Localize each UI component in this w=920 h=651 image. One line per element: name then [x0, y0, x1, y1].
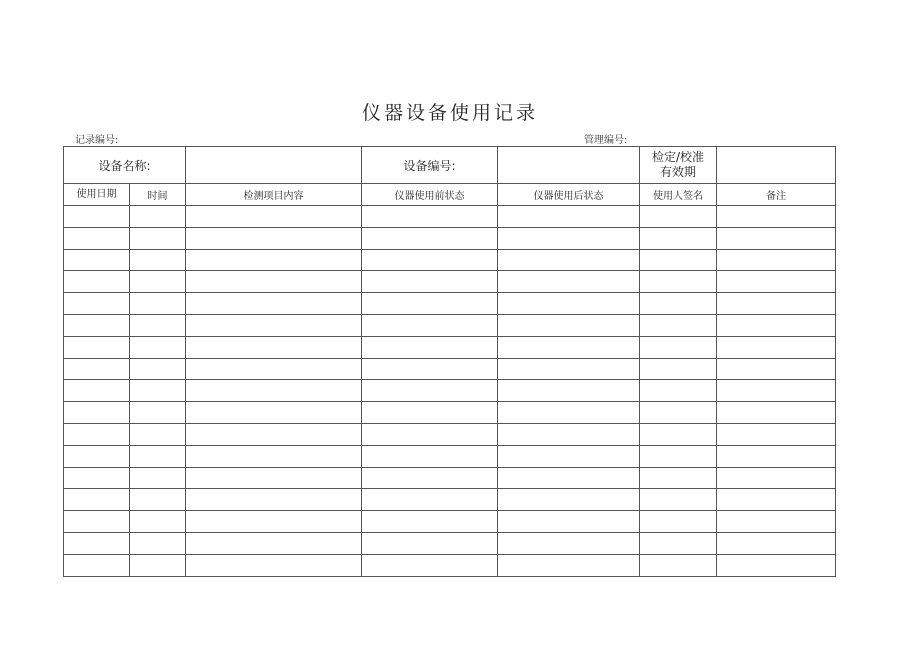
table-cell[interactable]	[186, 554, 362, 576]
table-cell[interactable]	[64, 423, 130, 445]
table-cell[interactable]	[362, 380, 498, 402]
table-cell[interactable]	[640, 402, 717, 424]
column-header-status-before: 仪器使用前状态	[362, 184, 498, 206]
table-cell[interactable]	[130, 445, 186, 467]
table-row	[64, 336, 836, 358]
table-cell[interactable]	[130, 380, 186, 402]
table-cell[interactable]	[717, 554, 836, 576]
table-cell[interactable]	[64, 249, 130, 271]
table-cell[interactable]	[717, 336, 836, 358]
table-cell[interactable]	[186, 467, 362, 489]
table-cell[interactable]	[362, 467, 498, 489]
table-cell[interactable]	[64, 489, 130, 511]
table-cell[interactable]	[130, 489, 186, 511]
table-cell[interactable]	[130, 423, 186, 445]
usage-record-table	[63, 146, 836, 577]
table-cell[interactable]	[130, 402, 186, 424]
table-cell[interactable]	[362, 227, 498, 249]
table-cell[interactable]	[130, 467, 186, 489]
table-row	[64, 489, 836, 511]
device-info-row	[64, 147, 836, 184]
table-cell[interactable]	[640, 358, 717, 380]
table-cell[interactable]	[362, 271, 498, 293]
table-cell[interactable]	[186, 445, 362, 467]
table-cell[interactable]	[640, 554, 717, 576]
table-cell[interactable]	[186, 511, 362, 533]
table-cell[interactable]	[64, 402, 130, 424]
table-cell[interactable]	[362, 445, 498, 467]
table-cell[interactable]	[362, 293, 498, 315]
table-cell[interactable]	[64, 293, 130, 315]
table-cell[interactable]	[640, 293, 717, 315]
table-cell[interactable]	[64, 445, 130, 467]
table-row	[64, 554, 836, 576]
table-row	[64, 358, 836, 380]
table-cell[interactable]	[640, 336, 717, 358]
table-cell[interactable]	[498, 227, 640, 249]
table-cell[interactable]	[498, 249, 640, 271]
table-cell[interactable]	[130, 511, 186, 533]
table-row	[64, 445, 836, 467]
table-cell[interactable]	[64, 314, 130, 336]
table-cell[interactable]	[186, 336, 362, 358]
table-cell[interactable]	[130, 293, 186, 315]
table-cell[interactable]	[362, 402, 498, 424]
record-number-label: 记录编号:	[75, 135, 119, 146]
table-cell[interactable]	[64, 532, 130, 554]
table-cell[interactable]	[640, 467, 717, 489]
table-cell[interactable]	[498, 271, 640, 293]
table-row	[64, 314, 836, 336]
table-row	[64, 511, 836, 533]
table-cell[interactable]	[64, 554, 130, 576]
column-header-remarks: 备注	[717, 184, 836, 206]
table-cell[interactable]	[362, 511, 498, 533]
table-cell[interactable]	[498, 336, 640, 358]
table-cell[interactable]	[64, 206, 130, 228]
table-cell[interactable]	[362, 314, 498, 336]
table-cell[interactable]	[717, 511, 836, 533]
table-cell[interactable]	[717, 445, 836, 467]
table-cell[interactable]	[362, 489, 498, 511]
table-cell[interactable]	[717, 467, 836, 489]
table-cell[interactable]	[640, 271, 717, 293]
table-cell[interactable]	[717, 489, 836, 511]
table-cell[interactable]	[186, 358, 362, 380]
table-cell[interactable]	[717, 314, 836, 336]
table-cell[interactable]	[640, 445, 717, 467]
table-cell[interactable]	[362, 554, 498, 576]
table-cell[interactable]	[717, 271, 836, 293]
table-cell[interactable]	[640, 380, 717, 402]
table-cell[interactable]	[186, 206, 362, 228]
table-row	[64, 532, 836, 554]
table-cell[interactable]	[64, 227, 130, 249]
device-number-label: 设备编号:	[362, 147, 498, 184]
table-cell[interactable]	[130, 314, 186, 336]
management-number-label: 管理编号:	[584, 135, 628, 146]
table-cell[interactable]	[498, 423, 640, 445]
table-cell[interactable]	[498, 532, 640, 554]
table-cell[interactable]	[186, 423, 362, 445]
table-cell[interactable]	[717, 380, 836, 402]
page-title: 仪器设备使用记录	[361, 102, 538, 124]
table-cell[interactable]	[362, 423, 498, 445]
table-cell[interactable]	[130, 271, 186, 293]
table-cell[interactable]	[717, 358, 836, 380]
table-row	[64, 423, 836, 445]
table-cell[interactable]	[64, 511, 130, 533]
table-cell[interactable]	[717, 402, 836, 424]
table-cell[interactable]	[640, 206, 717, 228]
table-cell[interactable]	[130, 532, 186, 554]
table-cell[interactable]	[362, 206, 498, 228]
table-cell[interactable]	[130, 358, 186, 380]
table-cell[interactable]	[362, 249, 498, 271]
table-cell[interactable]	[640, 227, 717, 249]
table-cell[interactable]	[640, 249, 717, 271]
table-cell[interactable]	[640, 314, 717, 336]
column-header-test-items: 检测项目内容	[186, 184, 362, 206]
table-cell[interactable]	[64, 380, 130, 402]
table-cell[interactable]	[362, 358, 498, 380]
table-cell[interactable]	[498, 293, 640, 315]
table-row	[64, 227, 836, 249]
table-cell[interactable]	[186, 380, 362, 402]
table-cell[interactable]	[717, 206, 836, 228]
table-cell[interactable]	[717, 532, 836, 554]
table-cell[interactable]	[186, 271, 362, 293]
table-cell[interactable]	[498, 402, 640, 424]
table-cell[interactable]	[498, 445, 640, 467]
table-cell[interactable]	[64, 271, 130, 293]
table-row	[64, 293, 836, 315]
table-cell[interactable]	[64, 336, 130, 358]
table-cell[interactable]	[186, 227, 362, 249]
table-cell[interactable]	[640, 489, 717, 511]
device-name-label: 设备名称:	[64, 147, 186, 184]
table-row	[64, 206, 836, 228]
table-cell[interactable]	[498, 511, 640, 533]
table-cell[interactable]	[640, 511, 717, 533]
table-cell[interactable]	[130, 554, 186, 576]
table-cell[interactable]	[717, 227, 836, 249]
calibration-validity-label: 检定/校准有效期	[640, 147, 717, 184]
table-cell[interactable]	[64, 467, 130, 489]
table-cell[interactable]	[717, 423, 836, 445]
table-cell[interactable]	[186, 314, 362, 336]
table-cell[interactable]	[717, 249, 836, 271]
column-header-usage-date: 使用日期	[64, 184, 130, 206]
table-cell[interactable]	[717, 293, 836, 315]
table-cell[interactable]	[498, 206, 640, 228]
device-number-field[interactable]	[498, 147, 640, 184]
table-row	[64, 380, 836, 402]
device-name-field[interactable]	[186, 147, 362, 184]
table-cell[interactable]	[362, 336, 498, 358]
table-cell[interactable]	[640, 532, 717, 554]
column-header-row	[64, 184, 836, 206]
table-cell[interactable]	[186, 489, 362, 511]
table-cell[interactable]	[186, 249, 362, 271]
table-cell[interactable]	[130, 227, 186, 249]
table-row	[64, 249, 836, 271]
table-cell[interactable]	[130, 336, 186, 358]
table-cell[interactable]	[130, 206, 186, 228]
calibration-validity-field[interactable]	[717, 147, 836, 184]
table-cell[interactable]	[362, 532, 498, 554]
column-header-user-signature: 使用人签名	[640, 184, 717, 206]
table-row	[64, 402, 836, 424]
table-cell[interactable]	[498, 554, 640, 576]
table-cell[interactable]	[498, 489, 640, 511]
table-cell[interactable]	[498, 314, 640, 336]
table-cell[interactable]	[186, 402, 362, 424]
column-header-status-after: 仪器使用后状态	[498, 184, 640, 206]
table-cell[interactable]	[64, 358, 130, 380]
table-cell[interactable]	[498, 358, 640, 380]
table-row	[64, 467, 836, 489]
table-cell[interactable]	[498, 467, 640, 489]
table-cell[interactable]	[640, 423, 717, 445]
table-row	[64, 271, 836, 293]
table-cell[interactable]	[498, 380, 640, 402]
table-cell[interactable]	[186, 293, 362, 315]
column-header-time: 时间	[130, 184, 186, 206]
table-cell[interactable]	[130, 249, 186, 271]
table-cell[interactable]	[186, 532, 362, 554]
